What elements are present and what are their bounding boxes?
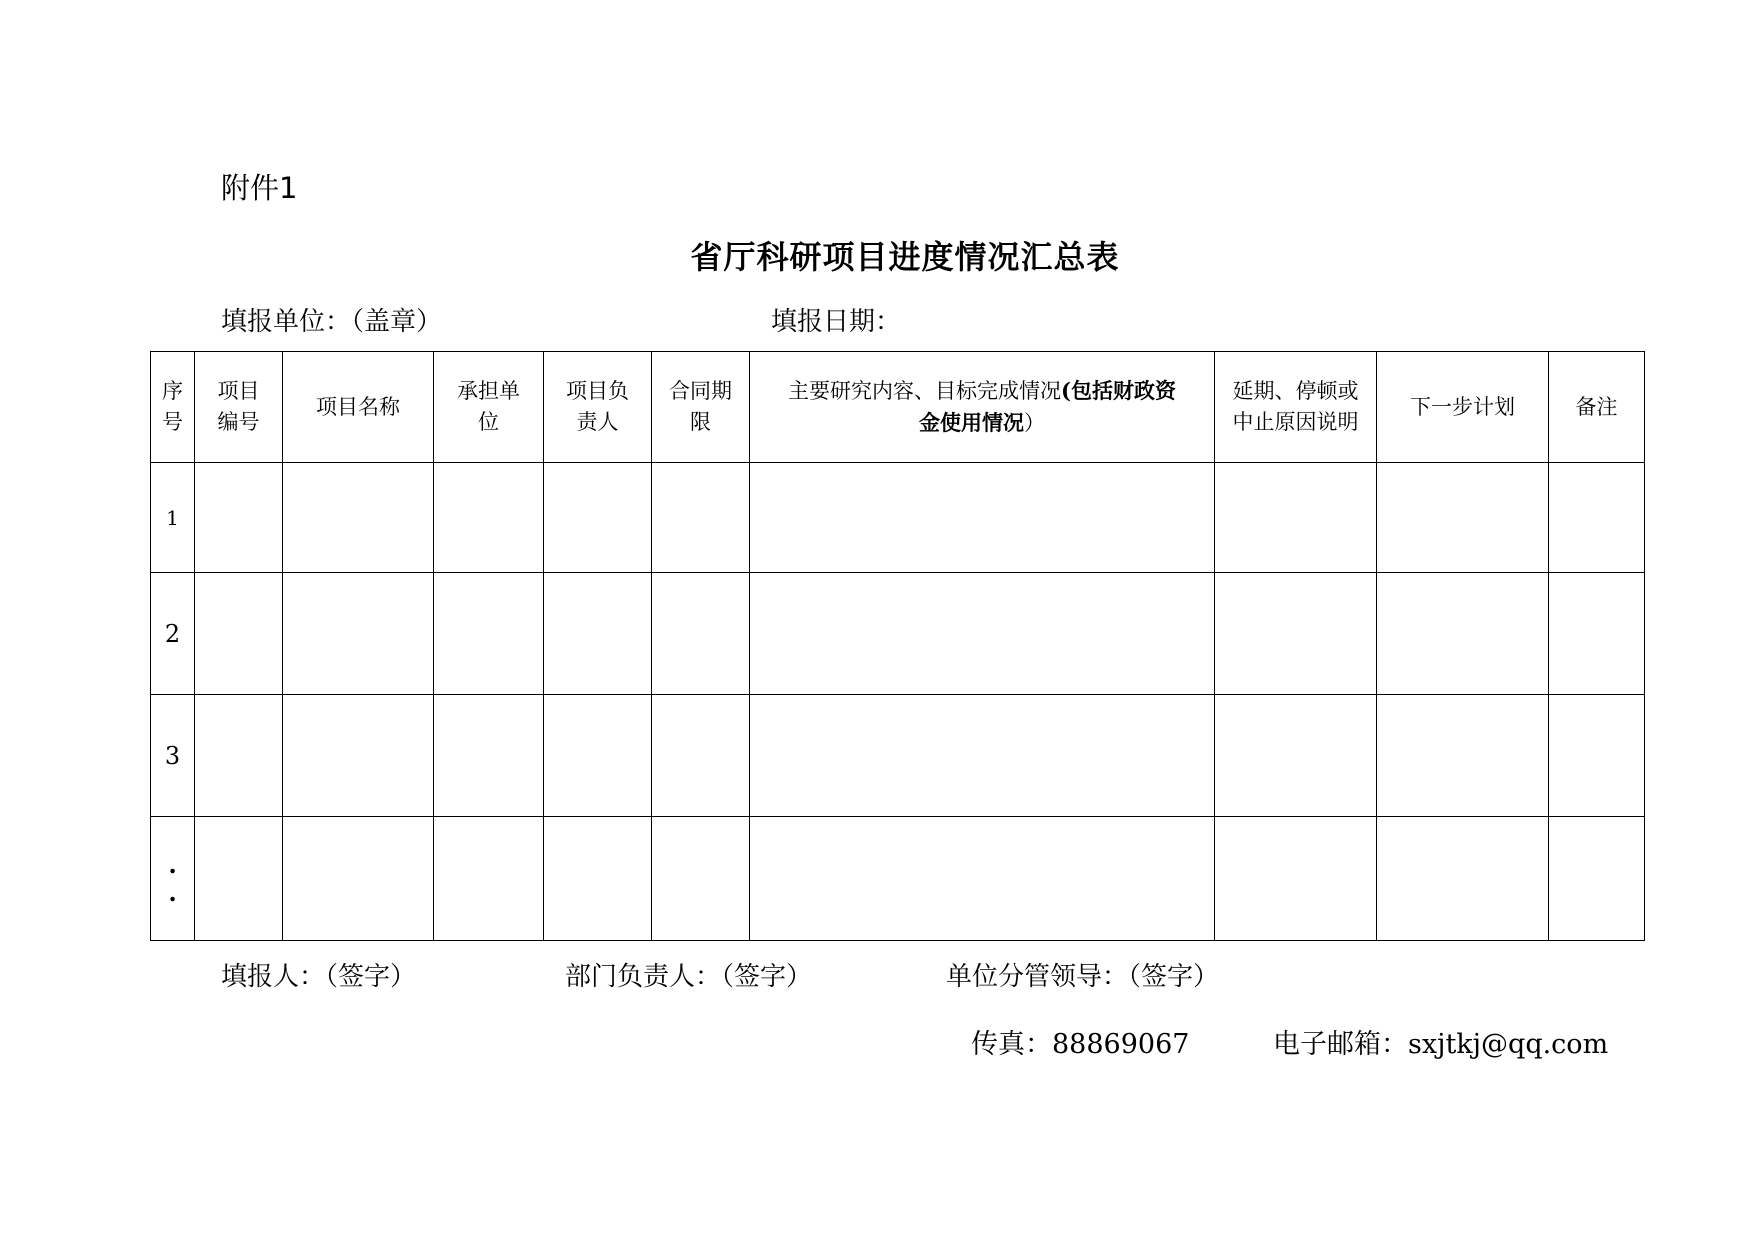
cell-delay-reason[interactable] <box>1215 463 1377 573</box>
cell-research-content[interactable] <box>750 695 1215 817</box>
table-row <box>151 817 1645 941</box>
fax-info: 传真：88869067 <box>971 1029 1190 1060</box>
header-next-plan: 下一步计划 <box>1377 352 1549 463</box>
dept-head-signature-label: 部门负责人：（签字） <box>565 962 813 992</box>
cell-project-leader[interactable] <box>544 463 652 573</box>
attachment-label: 附件1 <box>221 171 298 205</box>
cell-contract-period[interactable] <box>652 463 750 573</box>
cell-research-content[interactable] <box>750 573 1215 695</box>
cell-project-name[interactable] <box>283 573 434 695</box>
cell-next-plan[interactable] <box>1377 573 1549 695</box>
cell-undertaking-unit[interactable] <box>434 573 544 695</box>
cell-contract-period[interactable] <box>652 573 750 695</box>
cell-project-code[interactable] <box>195 573 283 695</box>
cell-project-leader[interactable] <box>544 817 652 941</box>
cell-next-plan[interactable] <box>1377 817 1549 941</box>
unit-leader-signature-label: 单位分管领导：（签字） <box>946 962 1220 992</box>
cell-project-name[interactable] <box>283 817 434 941</box>
cell-delay-reason[interactable] <box>1215 695 1377 817</box>
cell-contract-period[interactable] <box>652 817 750 941</box>
row-seq: . . <box>151 817 195 941</box>
fill-unit-label: 填报单位：（盖章） <box>221 307 443 337</box>
row-seq: 3 <box>151 695 195 817</box>
header-remark: 备注 <box>1549 352 1645 463</box>
row-seq: 2 <box>151 573 195 695</box>
header-project-code: 项目 编号 <box>195 352 283 463</box>
cell-project-code[interactable] <box>195 817 283 941</box>
email-info: 电子邮箱：sxjtkj@qq.com <box>1273 1029 1609 1060</box>
cell-project-leader[interactable] <box>544 573 652 695</box>
cell-research-content[interactable] <box>750 817 1215 941</box>
cell-project-name[interactable] <box>283 695 434 817</box>
header-delay-reason: 延期、停顿或 中止原因说明 <box>1215 352 1377 463</box>
cell-remark[interactable] <box>1549 695 1645 817</box>
cell-undertaking-unit[interactable] <box>434 817 544 941</box>
cell-contract-period[interactable] <box>652 695 750 817</box>
cell-undertaking-unit[interactable] <box>434 463 544 573</box>
header-undertaking-unit: 承担单 位 <box>434 352 544 463</box>
cell-next-plan[interactable] <box>1377 463 1549 573</box>
cell-project-code[interactable] <box>195 463 283 573</box>
header-research-content: 主要研究内容、目标完成情况(包括财政资 金使用情况） <box>750 352 1215 463</box>
cell-research-content[interactable] <box>750 463 1215 573</box>
table-header-row <box>151 352 1645 463</box>
page-title: 省厅科研项目进度情况汇总表 <box>690 238 1120 276</box>
cell-delay-reason[interactable] <box>1215 573 1377 695</box>
cell-next-plan[interactable] <box>1377 695 1549 817</box>
cell-project-leader[interactable] <box>544 695 652 817</box>
cell-remark[interactable] <box>1549 573 1645 695</box>
cell-project-code[interactable] <box>195 695 283 817</box>
table-row <box>151 463 1645 573</box>
summary-table <box>150 351 1645 941</box>
header-project-name: 项目名称 <box>283 352 434 463</box>
cell-remark[interactable] <box>1549 463 1645 573</box>
filler-signature-label: 填报人：（签字） <box>221 962 417 992</box>
header-project-leader: 项目负 责人 <box>544 352 652 463</box>
header-contract-period: 合同期 限 <box>652 352 750 463</box>
fill-date-label: 填报日期： <box>771 307 902 337</box>
row-seq: 1 <box>151 463 195 573</box>
cell-project-name[interactable] <box>283 463 434 573</box>
cell-remark[interactable] <box>1549 817 1645 941</box>
cell-undertaking-unit[interactable] <box>434 695 544 817</box>
header-seq: 序号 <box>151 352 195 463</box>
cell-delay-reason[interactable] <box>1215 817 1377 941</box>
table-row <box>151 573 1645 695</box>
table-row <box>151 695 1645 817</box>
